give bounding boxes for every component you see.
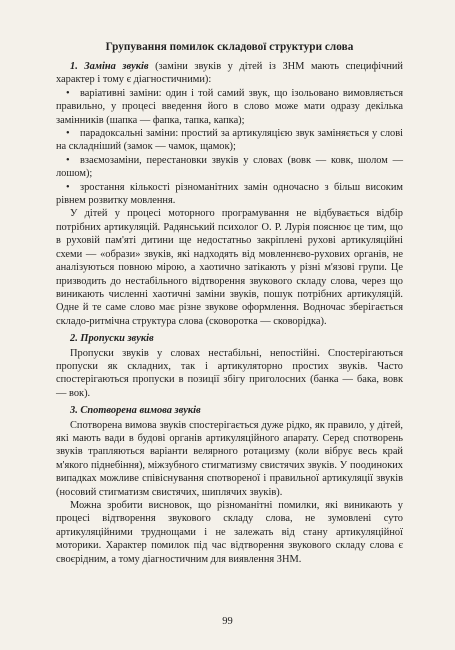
section-2-heading: 2. Пропуски звуків — [70, 333, 154, 345]
section-1-intro — [56, 60, 403, 87]
bullet-item — [56, 87, 403, 127]
page-title: Групування помилок складової структури слова — [105, 41, 354, 53]
section-1-heading: 1. Заміна звуків — [70, 61, 149, 72]
bullet-text: парадоксальні заміни: простий за артикуляцією звук заміняється у слові на складніший (замок — чамок, щамок); — [56, 128, 403, 153]
bullet-item — [56, 181, 403, 208]
bullet-icon: • — [66, 87, 70, 99]
bullet-item — [56, 127, 403, 154]
bullet-text: взаємозаміни, перестановки звуків у словах (вовк — ковк, шолом — лошом); — [56, 154, 403, 180]
conclusion-paragraph: Можна зробити висновок, що різноманітні помилки, які виникають у процесі відтворення звукового складу слова, не зумовлені суто артикуляційними труднощами і не залежать від стану артикуляційної моторики. Характер помилок під час відтворення звукового складу слова є своєрідним, а тому діагностичним для виявлення ЗНМ. — [56, 500, 403, 565]
page-number: 99 — [222, 616, 233, 627]
section-1-paragraph: У дітей у процесі моторного програмування не відбувається відбір потрібних артикуляцій. Радянський психолог О. Р. Лурія пояснює це тим, що в руховій пам'яті дитини ще недостатньо закріплені рухові артикуляційні схеми — «образи» звуків, які надходять від мовленнєво-рухових органів, не аналізуються повною мірою, а хаотично затікають у різні м'язові групи. Це призводить до нестабільного відтворення звукового складу слова, через що виникають численні хаотичні заміни звуків, пошук потрібних артикуляцій. Одне й те саме слово має різне звукове оформлення. Водночас зберігається складо-ритмічна структура слова (сковоротка — сковорідка). — [56, 208, 403, 327]
section-3-heading: 3. Спотворена вимова звуків — [70, 405, 201, 417]
bullet-icon: • — [66, 181, 70, 193]
bullet-text: варіативні заміни: один і той самий звук, що ізольовано вимовляється правильно, у процесі введення його в слово може мати одразу декілька замінників (шапка — фапка, тапка, капка); — [56, 87, 403, 126]
bullet-text: зростання кількості різноманітних замін одночасно з більш високим рівнем розвитку мовлення. — [56, 181, 403, 207]
section-3-paragraph: Спотворена вимова звуків спостерігається дуже рідко, як правило, у дітей, які мають вади в будові органів артикуляційного апарату. Серед спотворень звуків трапляються варіанти велярного ротацизму (коли вібрує весь край м'якого піднебіння), міжзубного стигматизму свистячих звуків. У поодиноких випадках можливе співіснування спотвореної і правильної артикуляції звуків (носовий стигматизм свистячих, шиплячих звуків). — [56, 419, 403, 498]
bullet-item — [56, 154, 403, 181]
section-2-paragraph: Пропуски звуків у словах нестабільні, непостійні. Спостерігаються пропуски як складних, так і артикуляторно простих звуків. Часто спостерігаються пропуски в позиції збігу приголосних (банка — бака, вовк — вок). — [56, 347, 403, 399]
bullet-icon: • — [66, 128, 70, 140]
section-1-intro-text: (заміни звуків у дітей із ЗНМ мають специфічний характер і тому є діагностичними): — [56, 61, 403, 86]
bullet-icon: • — [66, 154, 70, 166]
